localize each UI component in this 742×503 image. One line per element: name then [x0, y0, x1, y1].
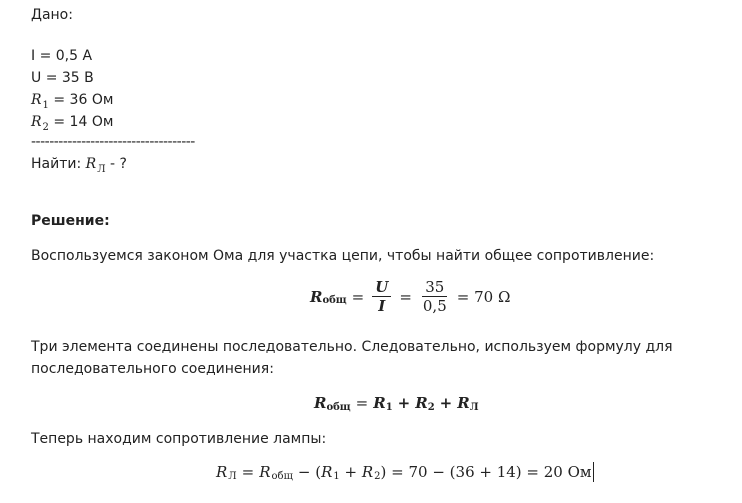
eq2-t3-subscript: Л	[469, 401, 479, 413]
solution-label: Решение:	[31, 213, 110, 229]
eq3-lhs-subscript: Л	[228, 470, 237, 482]
eq3-a-subscript: 1	[333, 470, 340, 482]
text-series-2: последовательного соединения:	[31, 361, 274, 377]
eq3-b-subscript: 2	[374, 470, 381, 482]
given-voltage: U = 35 В	[31, 70, 94, 86]
text-series-1: Три элемента соединены последовательно. Следовательно, используем формулу для	[31, 339, 673, 355]
eq1-equals-2: =	[399, 287, 412, 306]
equation-series	[314, 394, 479, 412]
eq3-rest: ) = 70 − (36 + 14) = 20 Ом	[380, 463, 592, 481]
eq1-lhs: R	[310, 287, 323, 306]
eq2-plus-1: +	[397, 394, 411, 412]
find-rest: - ?	[105, 156, 127, 172]
r1-symbol: R	[31, 92, 42, 108]
given-r2	[31, 113, 113, 133]
r2-symbol: R	[31, 114, 42, 130]
eq1-lhs-subscript: общ	[322, 295, 347, 306]
r1-value: = 36 Ом	[48, 92, 114, 108]
eq1-num-val: 35	[422, 278, 447, 297]
eq1-den-val: 0,5	[422, 297, 447, 315]
eq2-t3: R	[457, 394, 470, 412]
eq2-lhs: R	[314, 394, 327, 412]
eq3-b: R	[361, 463, 374, 481]
find-symbol: R	[85, 156, 97, 172]
text-ohm-law: Воспользуемся законом Ома для участка цепи, чтобы найти общее сопротивление:	[31, 248, 655, 264]
eq2-t2: R	[415, 394, 428, 412]
find-label: Найти:	[31, 156, 86, 172]
eq3-lhs: R	[216, 463, 228, 481]
given-label: Дано:	[31, 7, 73, 23]
r2-subscript: 2	[42, 122, 49, 133]
eq2-lhs-subscript: общ	[326, 401, 351, 413]
eq3-r-total-subscript: общ	[271, 470, 293, 482]
equation-lamp-resistance	[216, 462, 594, 482]
given-current: I = 0,5 А	[31, 48, 93, 64]
eq2-plus-2: +	[439, 394, 453, 412]
eq3-equals: =	[241, 463, 255, 481]
r2-value: = 14 Ом	[48, 114, 114, 130]
given-r1	[31, 91, 113, 111]
eq1-fraction-vars	[372, 278, 391, 315]
equation-total-resistance	[310, 278, 510, 315]
text-lamp: Теперь находим сопротивление лампы:	[31, 431, 327, 447]
eq1-fraction-vals	[420, 278, 450, 315]
eq1-equals: =	[351, 287, 365, 306]
separator: ------------------------------------	[31, 134, 195, 150]
eq2-t2-subscript: 2	[427, 401, 435, 413]
eq3-plus: +	[339, 463, 362, 481]
find-subscript: Л	[97, 164, 106, 175]
eq1-num-var: U	[372, 278, 391, 297]
eq3-minus: − (	[297, 463, 322, 481]
find-line	[31, 155, 127, 175]
eq1-result: = 70 Ω	[456, 287, 511, 306]
eq3-a: R	[321, 463, 333, 481]
eq2-t1-subscript: 1	[385, 401, 393, 413]
r1-subscript: 1	[42, 100, 49, 111]
text-cursor	[593, 462, 594, 482]
eq1-den-var: I	[378, 297, 386, 315]
eq3-r-total: R	[259, 463, 271, 481]
eq2-equals: =	[355, 394, 369, 412]
eq2-t1: R	[373, 394, 386, 412]
